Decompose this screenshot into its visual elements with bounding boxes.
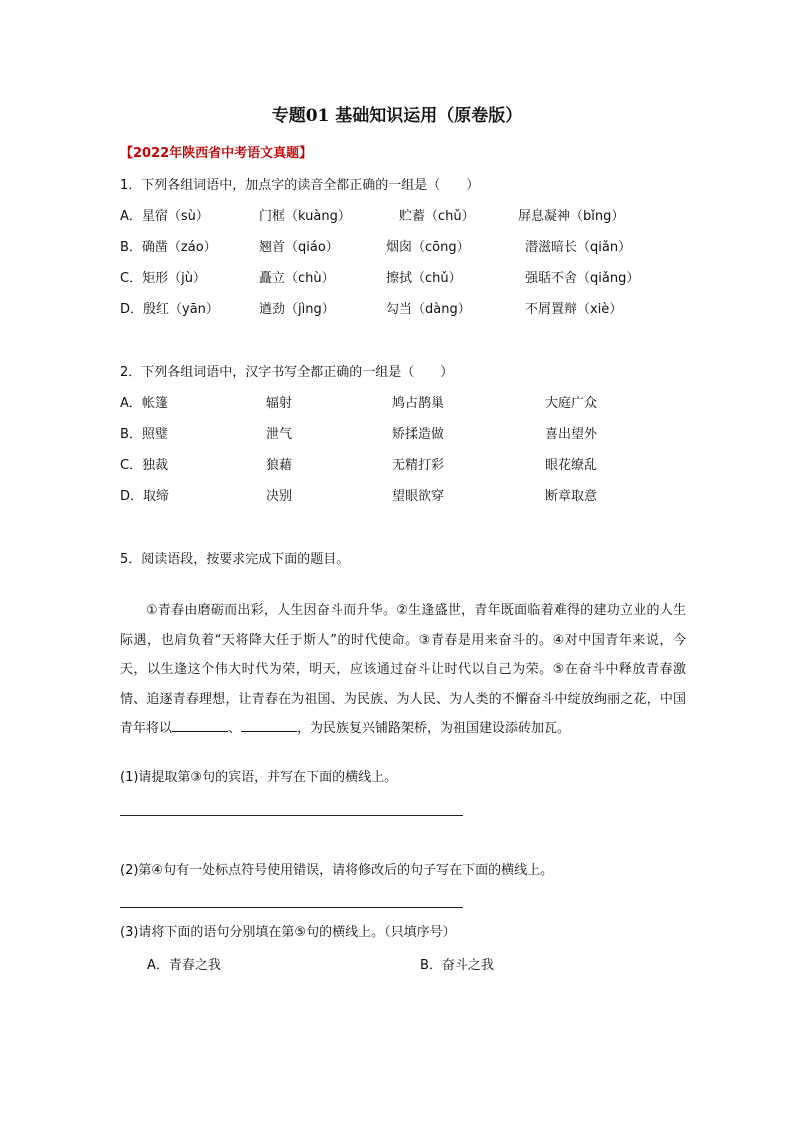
option-cell: 屏息凝神（bǐng） bbox=[518, 209, 625, 224]
answer-line-2[interactable] bbox=[120, 907, 463, 908]
option-cell: 眼花缭乱 bbox=[545, 458, 598, 473]
option-cell: 矫揉造做 bbox=[392, 427, 445, 442]
passage-separator: 、 bbox=[228, 721, 242, 737]
option-cell: 矗立（chù） bbox=[259, 271, 335, 286]
option-cell: 门框（kuàng） bbox=[259, 209, 351, 224]
option-cell: 无精打彩 bbox=[392, 458, 445, 473]
option-cell: D．殷红（yān） bbox=[120, 302, 219, 317]
option-cell: 翘首（qiáo） bbox=[259, 240, 339, 255]
question-5-stem: 5．阅读语段，按要求完成下面的题目。 bbox=[120, 552, 350, 567]
option-cell: 遒劲（jìng） bbox=[259, 302, 335, 317]
option-cell: 擦拭（chǔ） bbox=[386, 271, 462, 286]
option-cell: 泄气 bbox=[266, 427, 293, 442]
question-2-stem: 2．下列各组词语中，汉字书写全都正确的一组是（ ） bbox=[120, 365, 454, 380]
passage-text-a: ①青春由磨砺而出彩，人生因奋斗而升华。②生逢盛世，青年既面临着难得的建功立业的人生际遇，也肩负着“天将降大任于斯人”的时代使命。③青春是用来奋斗的。④对中国青年来说，今天，以生逢这个伟大时代为荣，明天，应该通过奋斗让时代以自己为荣。⑤在奋斗中释放青春激情、追逐青春理想，让青春在为祖国、为民族、为人民、为人类的不懈奋斗中绽放绚丽之花，中国青年将以 bbox=[120, 603, 686, 737]
option-cell: 贮蓄（chǔ） bbox=[399, 209, 475, 224]
option-cell: B．照璧 bbox=[120, 427, 168, 442]
option-cell: 强聒不舍（qiǎng） bbox=[525, 271, 640, 286]
option-cell: 喜出望外 bbox=[545, 427, 598, 442]
option-cell: 鸠占鹊巢 bbox=[392, 396, 445, 411]
option-cell: 烟囱（cōng） bbox=[386, 240, 470, 255]
subquestion-1: (1)请提取第③句的宾语，并写在下面的横线上。 bbox=[120, 770, 398, 785]
answer-line-1[interactable] bbox=[120, 815, 463, 816]
question-1-stem: 1．下列各组词语中，加点字的读音全都正确的一组是（ ） bbox=[120, 178, 480, 193]
passage-text-b: ，为民族复兴铺路架桥，为祖国建设添砖加瓦。 bbox=[297, 721, 571, 737]
fill-blank-2[interactable] bbox=[241, 717, 297, 732]
option-cell: B．确凿（záo） bbox=[120, 240, 217, 255]
option-cell: 决别 bbox=[266, 489, 293, 504]
subquestion-3: (3)请将下面的语句分别填在第⑤句的横线上。（只填序号） bbox=[120, 925, 456, 940]
choice-a[interactable]: A．青春之我 bbox=[147, 958, 221, 973]
option-cell: A．星宿（sù） bbox=[120, 209, 209, 224]
choice-b[interactable]: B．奋斗之我 bbox=[420, 958, 494, 973]
fill-blank-1[interactable] bbox=[172, 717, 228, 732]
option-cell: 狼藉 bbox=[266, 458, 293, 473]
option-cell: C．独裁 bbox=[120, 458, 169, 473]
option-cell: 潜滋暗长（qiǎn） bbox=[525, 240, 632, 255]
subquestion-2: (2)第④句有一处标点符号使用错误，请将修改后的句子写在下面的横线上。 bbox=[120, 863, 554, 878]
page-title: 专题01 基础知识运用（原卷版） bbox=[271, 106, 523, 126]
option-cell: 望眼欲穿 bbox=[392, 489, 445, 504]
option-cell: 不屑置辩（xiè） bbox=[525, 302, 623, 317]
option-cell: D．取缔 bbox=[120, 489, 170, 504]
option-cell: 大庭广众 bbox=[545, 396, 598, 411]
option-cell: A．帐篷 bbox=[120, 396, 168, 411]
option-cell: 勾当（dàng） bbox=[386, 302, 471, 317]
option-cell: 断章取意 bbox=[545, 489, 598, 504]
option-cell: 辐射 bbox=[266, 396, 293, 411]
option-cell: C．矩形（jù） bbox=[120, 271, 206, 286]
reading-passage bbox=[120, 596, 686, 744]
source-label: 【2022年陕西省中考语文真题】 bbox=[120, 146, 313, 161]
